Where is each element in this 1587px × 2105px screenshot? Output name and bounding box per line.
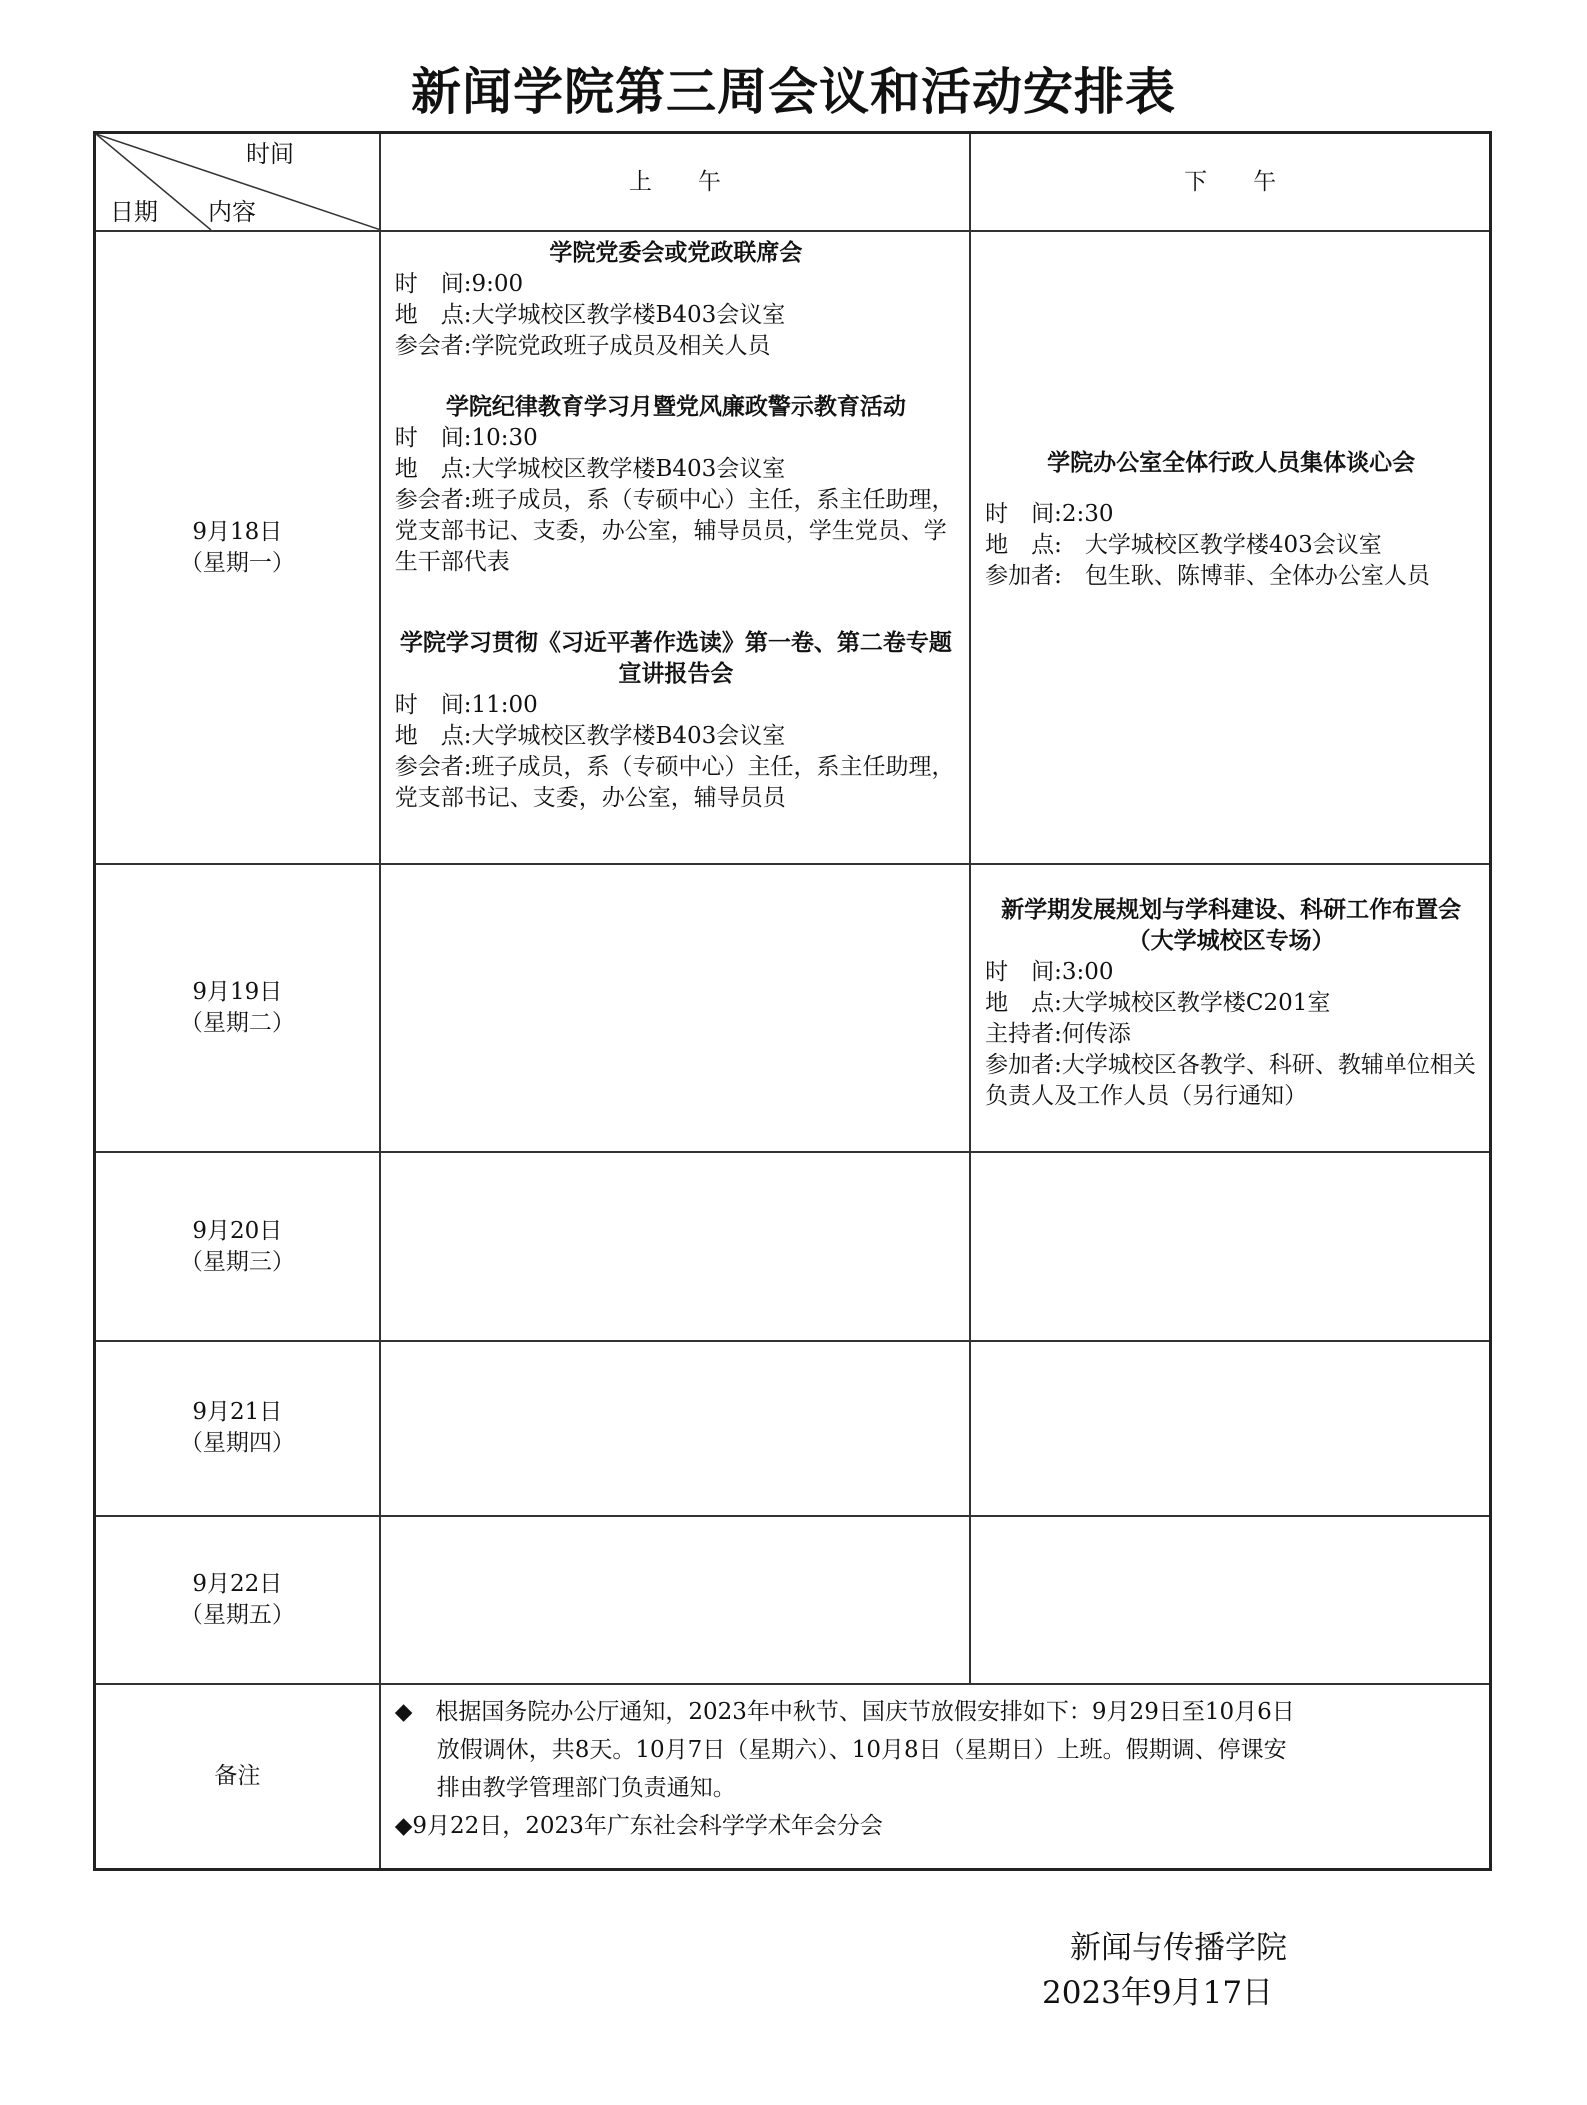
event-place: 地 点:大学城校区教学楼B403会议室 — [394, 456, 786, 483]
event-time: 时 间:9:00 — [394, 271, 524, 298]
pm-header: 下 午 — [970, 133, 1490, 232]
note-item-1-line-3: 排由教学管理部门负责通知。 — [436, 1775, 736, 1802]
pm-cell — [970, 1152, 1490, 1340]
am-cell — [380, 231, 970, 864]
event-place: 地 点:大学城校区教学楼C201室 — [985, 990, 1331, 1017]
am-cell — [380, 1516, 970, 1684]
date-label: 9月20日 — [192, 1217, 283, 1244]
event-host: 主持者:何传添 — [985, 1021, 1131, 1048]
event-place: 地 点:大学城校区教学楼B403会议室 — [394, 302, 786, 329]
table-row-tuesday — [95, 864, 1491, 1152]
date-cell — [95, 1516, 380, 1684]
table-header-row — [95, 133, 1491, 232]
corner-content-label: 内容 — [208, 198, 256, 226]
event-title: 学院办公室全体行政人员集体谈心会 — [1047, 450, 1416, 477]
pm-cell — [970, 1516, 1490, 1684]
pm-cell — [970, 864, 1490, 1152]
note-item-1-line-2: 放假调休，共8天。10月7日（星期六）、10月8日（星期日）上班。假期调、停课安 — [436, 1737, 1287, 1764]
date-label: 9月18日 — [192, 518, 283, 545]
event-title: 学院党委会或党政联席会 — [549, 240, 803, 267]
event-attendees: 参会者:班子成员，系（专硕中心）主任，系主任助理，党支部书记、支委，办公室，辅导员员 — [394, 754, 955, 812]
event-attendees: 参会者:学院党政班子成员及相关人员 — [394, 333, 771, 360]
event-place: 地 点: 大学城校区教学楼403会议室 — [985, 532, 1382, 559]
event-attendees: 参会者:班子成员，系（专硕中心）主任，系主任助理，党支部书记、支委，办公室，辅导员员，学生党员、学生干部代表 — [394, 487, 955, 576]
signature-org: 新闻与传播学院 — [1070, 1930, 1287, 1966]
signature-date: 2023年9月17日 — [1042, 1975, 1274, 2011]
notes-label: 备注 — [214, 1763, 261, 1790]
date-label: 9月21日 — [192, 1399, 283, 1426]
date-cell — [95, 864, 380, 1152]
event-attendees: 参加者:大学城校区各教学、科研、教辅单位相关负责人及工作人员（另行通知） — [985, 1052, 1476, 1110]
weekday-label: （星期四） — [179, 1430, 295, 1457]
note-item-2: ◆9月22日，2023年广东社会科学学术年会分会 — [394, 1813, 883, 1840]
date-cell — [95, 231, 380, 864]
note-item-1-line-1: ◆ 根据国务院办公厅通知，2023年中秋节、国庆节放假安排如下：9月29日至10月6日 — [394, 1699, 1295, 1726]
weekday-label: （星期一） — [179, 549, 295, 576]
weekday-label: （星期三） — [179, 1248, 295, 1275]
date-label: 9月19日 — [192, 979, 283, 1006]
event — [395, 392, 957, 578]
date-label: 9月22日 — [192, 1571, 283, 1598]
weekday-label: （星期二） — [179, 1010, 295, 1037]
am-cell — [380, 1152, 970, 1340]
event-title: 学院学习贯彻《习近平著作选读》第一卷、第二卷专题宣讲报告会 — [399, 630, 952, 688]
weekday-label: （星期五） — [179, 1602, 295, 1629]
corner-date-label: 日期 — [110, 198, 158, 226]
table-row-notes — [95, 1684, 1491, 1869]
event-time: 时 间:10:30 — [394, 425, 538, 452]
table-row-wednesday — [95, 1152, 1491, 1340]
event — [395, 238, 957, 362]
schedule-table — [93, 131, 1492, 1871]
event — [985, 448, 1477, 592]
diagonal-header-cell — [95, 133, 380, 232]
event-title: 新学期发展规划与学科建设、科研工作布置会（大学城校区专场） — [1001, 897, 1462, 955]
table-row-monday — [95, 231, 1491, 864]
notes-label-cell — [95, 1684, 380, 1869]
table-row-thursday — [95, 1341, 1491, 1516]
event — [985, 895, 1477, 1112]
event-attendees: 参加者: 包生耿、陈博菲、全体办公室人员 — [985, 563, 1430, 590]
event-title: 学院纪律教育学习月暨党风廉政警示教育活动 — [445, 394, 906, 421]
pm-cell — [970, 1341, 1490, 1516]
pm-cell — [970, 231, 1490, 864]
event — [395, 628, 957, 814]
am-cell — [380, 864, 970, 1152]
am-header: 上 午 — [380, 133, 970, 232]
page-title: 新闻学院第三周会议和活动安排表 — [411, 63, 1176, 121]
event-time: 时 间:3:00 — [985, 959, 1114, 986]
event-time: 时 间:2:30 — [985, 501, 1114, 528]
corner-time-label: 时间 — [246, 140, 294, 168]
date-cell — [95, 1152, 380, 1340]
notes-cell — [380, 1684, 1491, 1869]
am-cell — [380, 1341, 970, 1516]
event-place: 地 点:大学城校区教学楼B403会议室 — [394, 723, 786, 750]
date-cell — [95, 1341, 380, 1516]
event-time: 时 间:11:00 — [394, 692, 538, 719]
table-row-friday — [95, 1516, 1491, 1684]
